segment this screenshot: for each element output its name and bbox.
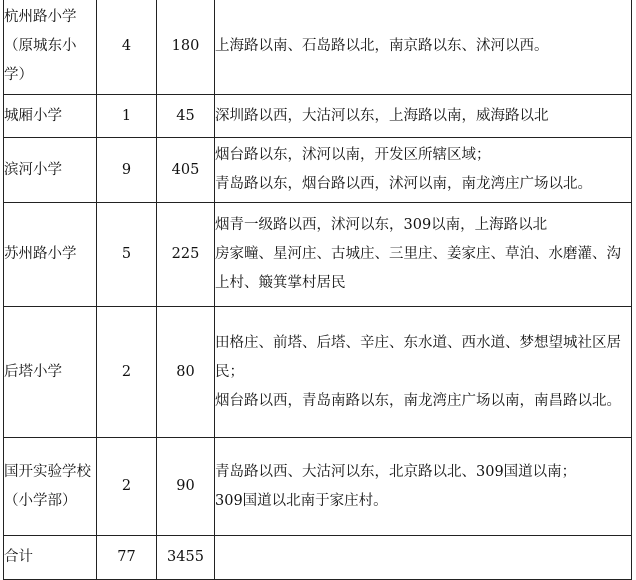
school-name-cell: 后塔小学 xyxy=(4,307,97,438)
service-area-line: 青岛路以东，烟台路以西，沭河以南，南龙湾庄广场以北。 xyxy=(215,176,592,192)
total-area-cell xyxy=(215,536,632,580)
school-name-cell: 苏州路小学 xyxy=(4,203,97,307)
total-row xyxy=(4,536,632,580)
service-area-line: 深圳路以西，大沽河以东，上海路以南，威海路以北 xyxy=(215,107,549,124)
service-area-cell xyxy=(215,95,632,138)
service-area-line: 田格庄、前塔、后塔、辛庄、东水道、西水道、梦想望城社区居民； xyxy=(215,334,621,380)
class-count-cell: 2 xyxy=(97,438,157,536)
table-row xyxy=(4,0,632,95)
table-row xyxy=(4,95,632,138)
seat-count-cell: 180 xyxy=(157,0,215,95)
school-name-cell: 城厢小学 xyxy=(4,95,97,138)
class-count-cell: 1 xyxy=(97,95,157,138)
seat-count-cell: 225 xyxy=(157,203,215,307)
service-area-line: 烟台路以西，青岛南路以东，南龙湾庄广场以南，南昌路以北。 xyxy=(215,392,621,409)
seat-count-cell: 80 xyxy=(157,307,215,438)
total-label-cell: 合计 xyxy=(4,536,97,580)
seat-count-cell: 90 xyxy=(157,438,215,536)
class-count-cell: 9 xyxy=(97,138,157,203)
service-area-line: 烟台路以东，沭河以南，开发区所辖区域； xyxy=(215,147,491,163)
seat-count-cell: 405 xyxy=(157,138,215,203)
class-count-cell: 5 xyxy=(97,203,157,307)
service-area-line: 上海路以南、石岛路以北，南京路以东、沭河以西。 xyxy=(215,38,549,54)
school-name-cell: 滨河小学 xyxy=(4,138,97,203)
service-area-line: 309国道以北南于家庄村。 xyxy=(215,492,388,509)
service-area-line: 房家疃、星河庄、古城庄、三里庄、姜家庄、草泊、水磨灌、沟上村、簸箕掌村居民 xyxy=(215,246,621,291)
class-count-cell: 2 xyxy=(97,307,157,438)
school-name-cell: 国开实验学校（小学部） xyxy=(4,438,97,536)
seat-count-cell: 45 xyxy=(157,95,215,138)
service-area-line: 烟青一级路以西，沭河以东，309以南，上海路以北 xyxy=(215,217,548,233)
school-name-cell: 杭州路小学（原城东小学） xyxy=(4,0,97,95)
service-area-cell xyxy=(215,203,632,307)
enrollment-table xyxy=(3,0,632,580)
table-row xyxy=(4,138,632,203)
total-seat-count-cell: 3455 xyxy=(157,536,215,580)
service-area-cell xyxy=(215,138,632,203)
class-count-cell: 4 xyxy=(97,0,157,95)
service-area-cell xyxy=(215,0,632,95)
service-area-cell xyxy=(215,438,632,536)
table-row xyxy=(4,438,632,536)
service-area-cell xyxy=(215,307,632,438)
table-row xyxy=(4,203,632,307)
service-area-line: 青岛路以西、大沽河以东，北京路以北、309国道以南； xyxy=(215,463,577,480)
total-class-count-cell: 77 xyxy=(97,536,157,580)
table-row xyxy=(4,307,632,438)
